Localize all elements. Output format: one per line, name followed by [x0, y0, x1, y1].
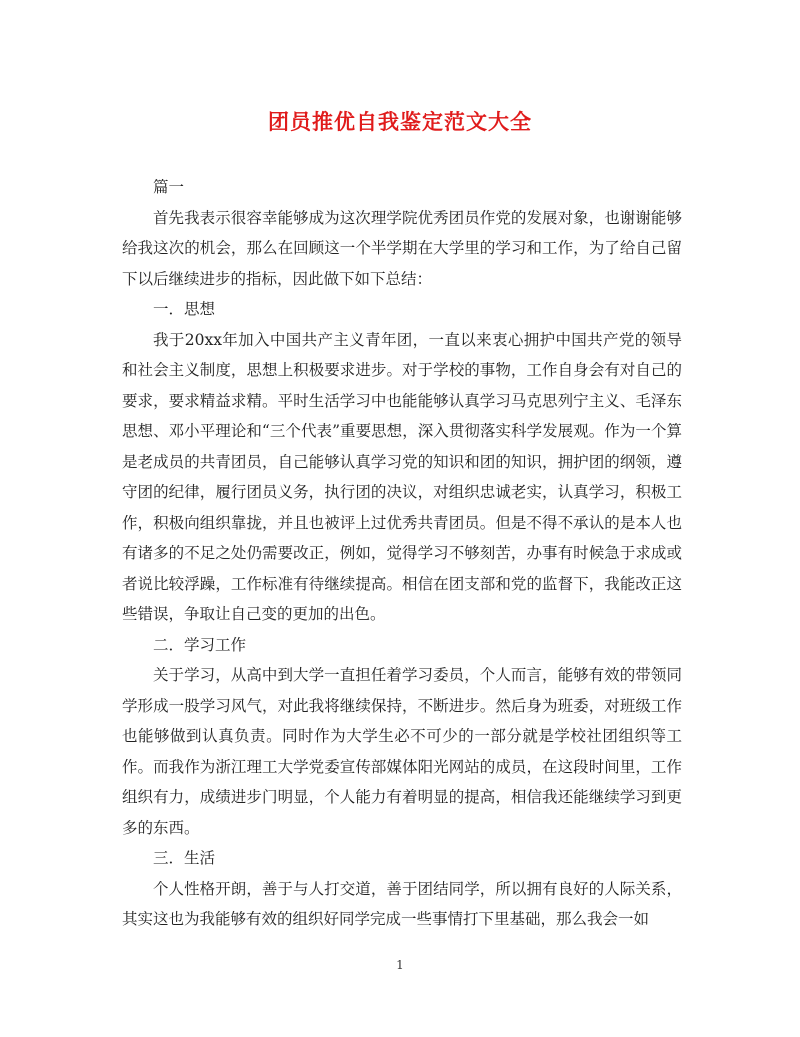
body-paragraph: 关于学习，从高中到大学一直担任着学习委员，个人而言，能够有效的带领同学形成一股学习风气，对此我将继续保持，不断进步。然后身为班委，对班级工作也能够做到认真负责。同时作为大学生必不可少的一部分就是学校社团组织等工作。而我作为浙江理工大学党委宣传部媒体阳光网站的成员，在这段时间里，工作组织有力，成绩进步门明显，个人能力有着明显的提高，相信我还能继续学习到更多的东西。: [122, 666, 682, 837]
section-heading-life: 三．生活: [153, 849, 216, 867]
page-number: 1: [396, 958, 404, 972]
body-paragraph: 个人性格开朗，善于与人打交道，善于团结同学，所以拥有良好的人际关系，其实这也为我能够有效的组织好同学完成一些事情打下里基础，那么我会一如: [122, 879, 682, 928]
body-paragraph: 首先我表示很容幸能够成为这次理学院优秀团员作党的发展对象，也谢谢能够给我这次的机会，那么在回顾这一个半学期在大学里的学习和工作，为了给自己留下以后继续进步的指标，因此做下如下总结：: [122, 208, 682, 288]
document-title: 团员推优自我鉴定范文大全: [268, 109, 532, 134]
section-label: 篇一: [153, 178, 185, 196]
document-body: [122, 172, 682, 935]
section-heading-study-work: 二．学习工作: [153, 635, 247, 654]
section-heading-thought: 一．思想: [153, 300, 216, 318]
body-paragraph: 我于20xx年加入中国共产主义青年团，一直以来衷心拥护中国共产党的领导和社会主义制度，思想上积极要求进步。对于学校的事物，工作自身会有对自己的要求，要求精益求精。平时生活学习中也能能够认真学习马克思列宁主义、毛泽东思想、邓小平理论和“三个代表”重要思想，深入贯彻落实科学发展观。作为一个算是老成员的共青团员，自己能够认真学习党的知识和团的知识，拥护团的纲领，遵守团的纪律，履行团员义务，执行团的决议，对组织忠诚老实，认真学习，积极工作，积极向组织靠拢，并且也被评上过优秀共青团员。但是不得不承认的是本人也有诸多的不足之处仍需要改正，例如，觉得学习不够刻苦，办事有时候急于求成或者说比较浮躁，工作标准有待继续提高。相信在团支部和党的监督下，我能改正这些错误，争取让自己变的更加的出色。: [122, 330, 682, 623]
